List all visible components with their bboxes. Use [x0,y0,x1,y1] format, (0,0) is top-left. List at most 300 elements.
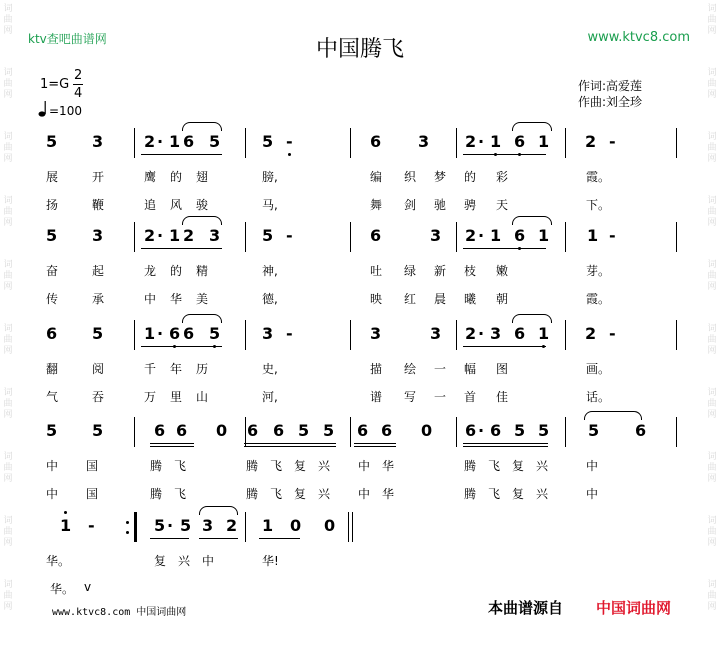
quarter-note-icon [38,100,48,122]
note-numeral: 2 [465,226,477,245]
barline [245,320,246,350]
note-numeral: 5 [298,421,310,440]
barline [456,222,457,252]
lyric-syllable: 佳 [496,390,509,404]
lyric-syllable: 描 [370,362,383,376]
watermark-glyph: 网 [3,474,13,484]
lyric-syllable: 嫩 [496,264,509,278]
note-numeral: 6 [490,421,502,440]
beam-underline [150,446,194,447]
lyric-syllable: 复 [294,459,307,473]
beam-underline [179,248,222,249]
note-numeral: 6 [169,324,180,343]
lyric-syllable: 飞 [488,487,501,501]
barline [348,512,349,542]
note-numeral: 0 [290,516,302,535]
lyric-syllable: 飞 [270,487,283,501]
note-numeral: 3 [92,132,104,151]
extension-dash: - [286,132,293,151]
beam-underline [502,443,548,444]
barline [134,512,137,542]
lyric-syllable: 万 [144,390,157,404]
lyric-syllable: 飞 [270,459,283,473]
lyric-syllable: 兴 [178,554,191,568]
beam-underline [179,154,222,155]
lyric-syllable: 腾 [246,459,259,473]
watermark-glyph: 网 [3,90,13,100]
lyric-syllable: 画。 [586,362,611,376]
note-numeral: 6 [247,421,259,440]
watermark-glyph: 网 [707,26,717,36]
note-numeral: 6 [370,226,382,245]
dot-separator: · [167,516,174,535]
beam-underline [502,446,548,447]
watermark-glyph: 曲 [707,15,717,25]
lyric-syllable: 奋 [46,264,59,278]
watermark-glyph: 词 [3,4,13,14]
lyric-syllable: 史, [262,362,278,376]
lyric-syllable: 龙 [144,264,157,278]
lyric-syllable: 中 [46,459,59,473]
lyric-syllable: 膀, [262,170,278,184]
lyric-syllable: 飞 [488,459,501,473]
watermark-glyph: 网 [3,154,13,164]
watermark-glyph: 曲 [3,591,13,601]
extension-dash: - [286,324,293,343]
watermark-glyph: 词 [707,324,717,334]
lyric-syllable: 舞 [370,198,383,212]
watermark-glyph: 词 [707,388,717,398]
beam-underline [199,538,238,539]
lyric-syllable: 的 [170,264,183,278]
watermark-glyph: 曲 [707,207,717,217]
watermark-glyph: 词 [707,580,717,590]
score-system [0,320,720,404]
lyric-syllable: 下。 [586,198,611,212]
lyric-syllable: 梦 [434,170,447,184]
note-numeral: 6 [183,132,195,151]
lyric-syllable: 幅 [464,362,477,376]
note-numeral: 6 [635,421,647,440]
barline [352,512,353,542]
lyric-syllable: 中 [586,459,599,473]
lyric-syllable: 华 [382,487,395,501]
slur-arc [512,216,552,225]
beam-underline [141,154,179,155]
note-numeral: 3 [418,132,430,151]
watermark-glyph: 词 [3,324,13,334]
note-numeral: 2 [465,132,477,151]
lyric-syllable: 图 [496,362,509,376]
lyric-syllable: 华! [262,554,279,568]
lyric-syllable: 剑 [404,198,417,212]
note-numeral: 1 [490,226,502,245]
watermark-glyph: 曲 [3,15,13,25]
slur-arc [182,314,222,323]
note-numeral: 6 [514,132,525,151]
lyric-syllable: 中 [358,487,371,501]
lyric-syllable: 神, [262,264,278,278]
watermark-glyph: 曲 [3,143,13,153]
watermark-glyph: 词 [707,68,717,78]
barline [676,417,677,447]
lyric-syllable: 腾 [150,459,163,473]
barline [350,417,351,447]
lyric-syllable: 翅 [196,170,209,184]
dot-separator: · [157,132,164,151]
lyric-syllable: 德, [262,292,278,306]
watermark-glyph: 词 [3,260,13,270]
beam-underline [354,443,396,444]
song-title: 中国腾飞 [315,37,404,62]
note-numeral: 2 [144,132,156,151]
score-system [0,128,720,212]
beam-underline [463,154,502,155]
note-numeral: 6 [183,324,195,343]
score-system [0,222,720,306]
note-numeral: 6 [154,421,166,440]
lyric-syllable: 承 [92,292,105,306]
note-numeral: 0 [421,421,433,440]
lyric-syllable: 复 [512,459,525,473]
score-system [0,417,720,501]
watermark-glyph: 曲 [707,591,717,601]
slur-arc [512,122,552,131]
beam-underline [150,443,194,444]
watermark-glyph: 曲 [707,143,717,153]
note-numeral: 5 [46,421,58,440]
note-numeral: 1 [60,516,71,535]
lyric-syllable: 织 [404,170,417,184]
lyric-syllable: 华 [382,459,395,473]
note-numeral: 5 [262,132,274,151]
note-numeral: 2 [585,132,597,151]
note-numeral: 1 [144,324,156,343]
note-numeral: 3 [262,324,274,343]
note-numeral: 2 [183,226,195,245]
lyric-syllable: 兴 [536,487,549,501]
note-numeral: 5 [514,421,526,440]
lyric-syllable: 河, [262,390,278,404]
lyric-syllable: 鞭 [92,198,105,212]
watermark-glyph: 曲 [3,399,13,409]
watermark-glyph: 词 [707,260,717,270]
note-numeral: 6 [514,324,526,343]
note-numeral: 1 [538,132,550,151]
note-numeral: 5 [262,226,274,245]
lyric-syllable: 起 [92,264,105,278]
watermark-glyph: 词 [3,516,13,526]
watermark-glyph: 词 [3,196,13,206]
note-numeral: 5 [209,132,221,151]
key-signature: 1=G [40,77,70,92]
extension-dash: - [609,324,616,343]
lyric-syllable: 中 [586,487,599,501]
watermark-glyph: 网 [707,602,717,612]
lyric-syllable: 飞 [174,487,187,501]
note-numeral: 3 [430,324,442,343]
lyric-syllable: 华。 [50,582,75,596]
lyric-syllable: 开 [92,170,105,184]
lyric-syllable: 鹰 [144,170,157,184]
watermark-glyph: 词 [707,196,717,206]
beam-underline [463,346,502,347]
slur-arc [182,216,222,225]
note-numeral: 6 [176,421,188,440]
note-numeral: 6 [370,132,382,151]
barline [565,417,566,447]
lyric-syllable: 腾 [246,487,259,501]
lyric-syllable: 的 [170,170,183,184]
slur-arc [182,122,222,131]
watermark-glyph: 网 [707,154,717,164]
site-name-left[interactable]: ktv查吧曲谱网 [28,32,107,46]
note-numeral: 5 [323,421,335,440]
beam-underline [141,346,179,347]
barline [134,320,135,350]
note-numeral: 2 [144,226,156,245]
slur-arc [199,506,238,515]
lyric-syllable: 红 [404,292,417,306]
watermark-glyph: 网 [3,538,13,548]
note-numeral: 5 [538,421,550,440]
watermark-glyph: 网 [707,282,717,292]
footer-brand-link[interactable]: 中国词曲网 [596,599,672,617]
lyric-syllable: 历 [196,362,209,376]
note-numeral: 0 [216,421,228,440]
watermark-glyph: 网 [707,346,717,356]
lyric-syllable: 绿 [404,264,417,278]
note-numeral: 5 [46,226,58,245]
note-numeral: 2 [465,324,477,343]
lyric-syllable: 中 [46,487,59,501]
lyric-syllable: 晨 [434,292,447,306]
lyric-syllable: 映 [370,292,383,306]
lyric-syllable: 传 [46,292,59,306]
barline [134,128,135,158]
barline [456,417,457,447]
lyric-syllable: 芽。 [586,264,611,278]
barline [245,222,246,252]
lyric-syllable: 彩 [496,170,509,184]
slur-arc [584,411,642,420]
watermark-glyph: 曲 [707,399,717,409]
watermark-glyph: 曲 [707,527,717,537]
lyric-syllable: 话。 [586,390,611,404]
watermark-glyph: 曲 [3,79,13,89]
extension-dash: - [609,226,616,245]
note-numeral: 6 [465,421,477,440]
score-system [0,512,720,596]
beam-underline [502,154,546,155]
lyric-syllable: 一 [434,362,447,376]
time-signature-line [73,84,83,85]
lyric-syllable: 复 [512,487,525,501]
watermark-glyph: 曲 [3,207,13,217]
lyric-syllable: 追 [144,198,157,212]
slur-arc [512,314,552,323]
note-numeral: 1 [169,226,181,245]
note-numeral: 5 [588,421,600,440]
time-signature-bottom: 4 [74,86,83,101]
watermark-glyph: 词 [707,516,717,526]
lyric-syllable: 天 [496,198,509,212]
watermark-glyph: 词 [3,580,13,590]
barline [134,222,135,252]
lyric-syllable: 兴 [318,459,331,473]
lyric-syllable: 骋 [464,198,477,212]
lyric-syllable: 马, [262,198,278,212]
note-numeral: 5 [209,324,220,343]
note-numeral: 5 [92,324,104,343]
watermark-glyph: 曲 [3,463,13,473]
lyric-syllable: 霞。 [586,292,611,306]
lyric-syllable: 吐 [370,264,383,278]
barline [456,320,457,350]
lyric-syllable: 腾 [464,459,477,473]
barline [565,320,566,350]
watermark-glyph: 曲 [3,271,13,281]
watermark-glyph: 网 [707,90,717,100]
note-numeral: 3 [92,226,104,245]
note-numeral: 3 [430,226,442,245]
lyric-syllable: 复 [154,554,167,568]
note-numeral: 6 [381,421,393,440]
extension-dash: - [609,132,616,151]
barline [245,512,246,542]
lyric-syllable: 翻 [46,362,59,376]
dot-separator: · [478,421,485,440]
lyric-syllable: 驰 [434,198,447,212]
watermark-glyph: 网 [3,602,13,612]
footer-site-text[interactable]: www.ktvc8.com 中国词曲网 [52,607,187,618]
lyric-syllable: 一 [434,390,447,404]
lyric-syllable: 复 [294,487,307,501]
tempo-marking: =100 [49,104,82,118]
lyric-syllable: 新 [434,264,447,278]
lyric-syllable: 精 [196,264,209,278]
lyric-syllable: 骏 [196,198,209,212]
lyric-syllable: 曦 [464,292,477,306]
lyric-syllable: 华。 [46,554,71,568]
lyric-syllable: 展 [46,170,59,184]
barline [565,128,566,158]
beam-underline [244,443,336,444]
barline [565,222,566,252]
site-url-right[interactable]: www.ktvc8.com [587,30,690,45]
lyric-syllable: 朝 [496,292,509,306]
note-numeral: 6 [46,324,58,343]
extension-dash: - [88,516,95,535]
dot-separator: · [478,324,485,343]
watermark-glyph: 词 [3,388,13,398]
note-numeral: 0 [324,516,336,535]
watermark-glyph: 网 [707,410,717,420]
lyric-syllable: 年 [170,362,183,376]
watermark-glyph: 曲 [3,527,13,537]
note-numeral: 5 [180,516,192,535]
note-numeral: 3 [202,516,214,535]
note-numeral: 2 [585,324,597,343]
note-numeral: 2 [226,516,238,535]
lyric-syllable: 霞。 [586,170,611,184]
barline [350,320,351,350]
lyric-syllable: 千 [144,362,157,376]
lyric-syllable: 写 [404,390,417,404]
beam-underline [463,446,502,447]
extension-dash: - [286,226,293,245]
watermark-glyph: 词 [3,452,13,462]
note-numeral: 3 [490,324,502,343]
barline [350,222,351,252]
beam-underline [502,346,546,347]
watermark-glyph: 网 [3,346,13,356]
note-numeral: 5 [46,132,58,151]
lyric-syllable: 腾 [150,487,163,501]
note-numeral: 6 [273,421,285,440]
watermark-glyph: 网 [707,538,717,548]
dot-separator: · [157,226,164,245]
beam-underline [502,248,546,249]
watermark-glyph: 曲 [707,335,717,345]
note-numeral: 6 [514,226,525,245]
lyric-syllable: 阅 [92,362,105,376]
barline [245,128,246,158]
note-numeral: 1 [169,132,181,151]
lyricist-credit: 作词:高爱莲 [578,79,643,93]
note-numeral: 6 [357,421,369,440]
dot-separator: · [478,132,485,151]
beam-underline [179,346,222,347]
note-numeral: 1 [587,226,599,245]
watermark-glyph: 词 [3,132,13,142]
footer-source-label: 本曲谱源自 [488,599,564,617]
dot-separator: · [157,324,164,343]
beam-underline [354,446,396,447]
lyric-syllable: 山 [196,390,209,404]
lyric-syllable: 中 [144,292,157,306]
note-numeral: 1 [538,324,549,343]
watermark-glyph: 曲 [707,79,717,89]
barline [676,128,677,158]
watermark-glyph: 曲 [3,335,13,345]
lyric-syllable: 华 [170,292,183,306]
lyric-syllable: 兴 [318,487,331,501]
lyric-syllable: 兴 [536,459,549,473]
beam-underline [244,446,336,447]
note-numeral: 5 [154,516,166,535]
beam-underline [463,248,502,249]
lyric-syllable: 扬 [46,198,59,212]
note-numeral: 1 [490,132,501,151]
lyric-syllable: 里 [170,390,183,404]
beam-underline [141,248,179,249]
watermark-glyph: 词 [707,452,717,462]
lyric-syllable: v [84,580,92,594]
watermark-glyph: 网 [3,282,13,292]
watermark-glyph: 网 [3,410,13,420]
lyric-syllable: 谱 [370,390,383,404]
composer-credit: 作曲:刘全珍 [578,95,643,109]
watermark-glyph: 词 [3,68,13,78]
barline [676,320,677,350]
lyric-syllable: 编 [370,170,383,184]
lyric-syllable: 中 [202,554,215,568]
time-signature-top: 2 [74,68,83,83]
note-numeral: 1 [538,226,550,245]
lyric-syllable: 飞 [174,459,187,473]
watermark-glyph: 网 [3,26,13,36]
